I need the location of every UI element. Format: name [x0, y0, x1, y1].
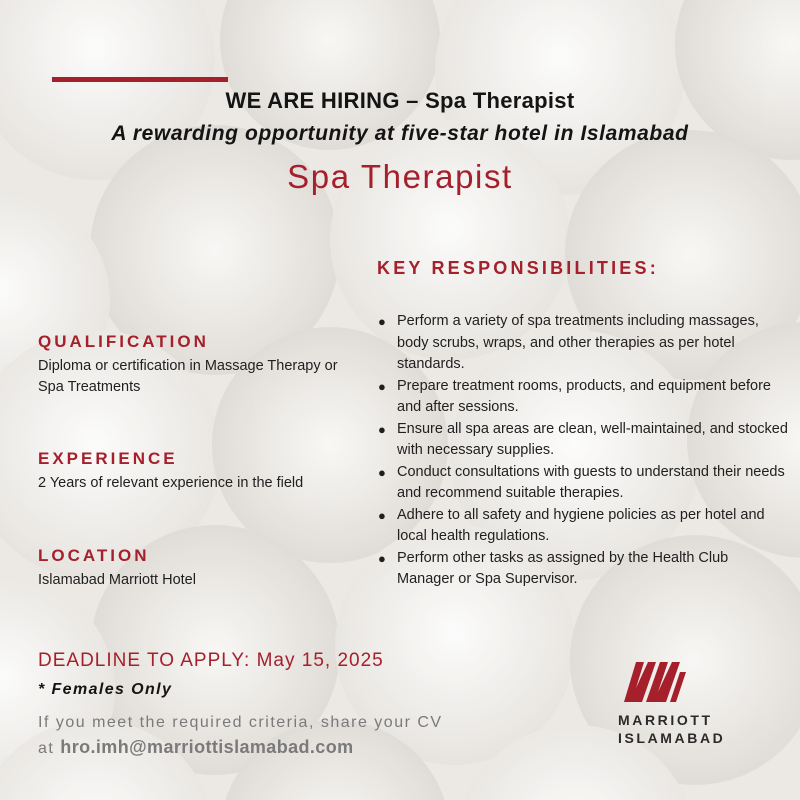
location-heading: LOCATION	[38, 546, 150, 565]
bullet-icon: ●	[378, 464, 386, 480]
list-item	[378, 548, 788, 591]
qualification-heading: QUALIFICATION	[38, 332, 209, 351]
subtitle: A rewarding opportunity at five-star hotel in Islamabad	[111, 122, 689, 145]
logo-city: ISLAMABAD	[618, 730, 726, 746]
bullet-icon: ●	[378, 314, 386, 329]
list-item	[378, 505, 788, 548]
list-item	[378, 419, 788, 462]
bullet-icon: ●	[378, 507, 386, 523]
logo-name: MARRIOTT	[618, 712, 713, 728]
experience-text: 2 Years of relevant experience in the field	[38, 475, 304, 491]
location-text: Islamabad Marriott Hotel	[38, 572, 196, 588]
responsibility-text: Perform other tasks as assigned by the Health Club Manager or Spa Supervisor.	[397, 549, 729, 587]
responsibility-text: Ensure all spa areas are clean, well-maintained, and stocked with necessary supplies.	[397, 420, 788, 458]
marriott-m-icon	[622, 658, 688, 704]
cv-prefix: at	[38, 740, 55, 757]
role-title: Spa Therapist	[287, 158, 513, 195]
bullet-icon: ●	[378, 550, 386, 566]
title-accent-line	[52, 77, 228, 82]
bullet-icon: ●	[378, 378, 386, 394]
qualification-text: Diploma or certification in Massage Therapy or Spa Treatments	[38, 358, 338, 395]
marriott-logo	[618, 658, 758, 746]
deadline-text: DEADLINE TO APPLY: May 15, 2025	[38, 650, 384, 671]
location-section	[38, 546, 363, 591]
cv-line: If you meet the required criteria, share your CV	[38, 714, 443, 731]
responsibility-text: Prepare treatment rooms, products, and equipment before and after sessions.	[397, 377, 771, 415]
email-link[interactable]: hro.imh@marriottislamabad.com	[60, 737, 354, 757]
qualification-section	[38, 332, 363, 398]
responsibilities-heading: KEY RESPONSIBILITIES:	[377, 258, 659, 278]
list-item	[378, 311, 788, 376]
experience-section	[38, 449, 363, 494]
hiring-headline: WE ARE HIRING – Spa Therapist	[225, 88, 575, 113]
females-only-note: * Females Only	[38, 681, 173, 698]
cv-instructions	[38, 710, 443, 761]
responsibility-text: Perform a variety of spa treatments including massages, body scrubs, wraps, and other therapies as per hotel standards.	[397, 313, 759, 372]
responsibility-text: Conduct consultations with guests to understand their needs and recommend suitable therapies.	[397, 463, 785, 501]
responsibilities-list	[378, 311, 788, 591]
experience-heading: EXPERIENCE	[38, 449, 178, 468]
list-item	[378, 462, 788, 505]
bullet-icon: ●	[378, 421, 386, 437]
list-item	[378, 376, 788, 419]
responsibility-text: Adhere to all safety and hygiene policies as per hotel and local health regulations.	[397, 506, 765, 544]
